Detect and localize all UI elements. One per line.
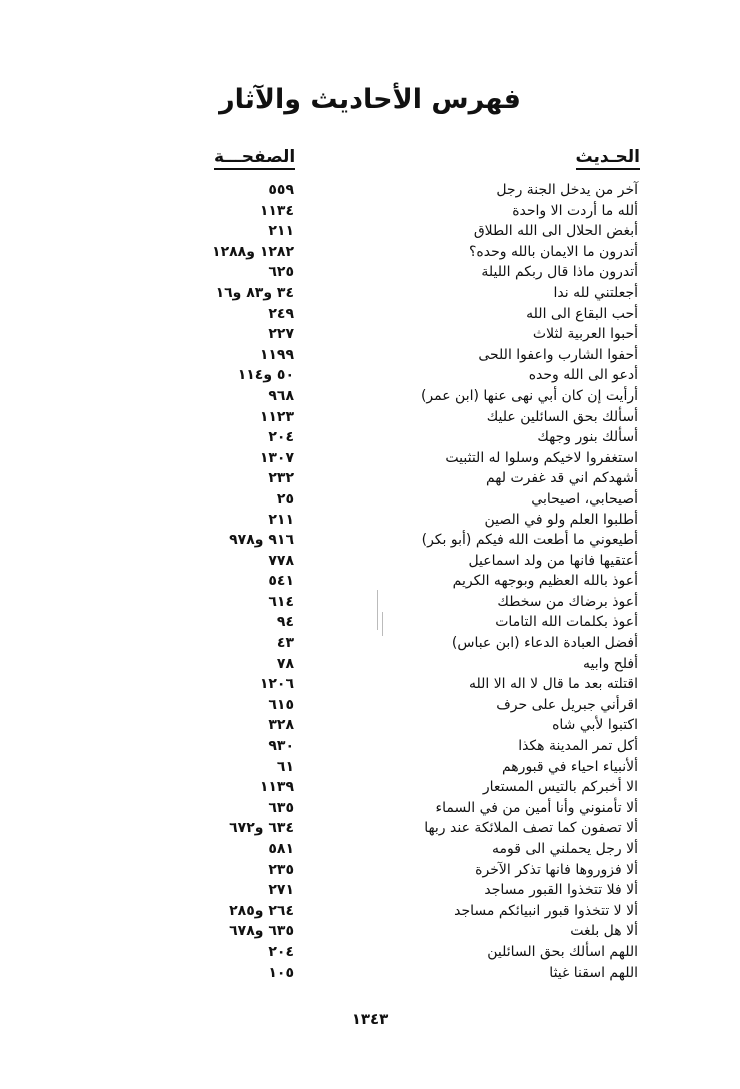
hadith-text: أتدرون ما الايمان بالله وحده؟: [468, 243, 638, 260]
page-reference: ٧٨: [276, 655, 294, 672]
hadith-text: استغفروا لاخيكم وسلوا له التثبيت: [445, 449, 638, 466]
page-reference: ٢٧١: [268, 882, 294, 899]
hadith-text: آخر من يدخل الجنة رجل: [496, 182, 638, 198]
index-list: [0, 180, 740, 983]
page-reference: ٢٠٤: [268, 943, 294, 960]
hadith-text: اقرأني جبريل على حرف: [496, 696, 638, 713]
index-entry: [0, 180, 740, 201]
index-entry: [0, 407, 740, 428]
hadith-text: أكل تمر المدينة هكذا: [518, 738, 638, 755]
hadith-text: أطلبوا العلم ولو في الصين: [484, 511, 638, 528]
index-entry: [0, 901, 740, 922]
page-reference: ٦٣٤ و٦٧٢: [229, 820, 294, 837]
page-reference: ٢٣٥: [268, 861, 294, 878]
hadith-text: أسألك بحق السائلين عليك: [486, 408, 638, 425]
index-entry: [0, 365, 740, 386]
hadith-text: أحبوا العربية لثلاث: [532, 326, 638, 343]
index-entry: [0, 427, 740, 448]
page-reference: ١١٩٩: [259, 346, 294, 363]
hadith-text: أبغض الحلال الى الله الطلاق: [473, 223, 638, 240]
index-entry: [0, 942, 740, 963]
hadith-text: أفضل العبادة الدعاء (ابن عباس): [451, 635, 638, 652]
index-entry: [0, 448, 740, 469]
index-entry: [0, 304, 740, 325]
page-reference: ٢٢٧: [268, 326, 294, 343]
hadith-text: أدعو الى الله وحده: [528, 367, 638, 384]
index-entry: [0, 612, 740, 633]
index-entry: [0, 283, 740, 304]
index-entry: [0, 654, 740, 675]
index-entry: [0, 674, 740, 695]
index-entry: [0, 530, 740, 551]
index-entry: [0, 921, 740, 942]
page-reference: ١٠٥: [268, 964, 294, 981]
hadith-text: اكتبوا لأبي شاه: [552, 717, 638, 734]
hadith-text: أعتقيها فانها من ولد اسماعيل: [468, 552, 638, 569]
index-entry: [0, 860, 740, 881]
column-header-page: الصفحـــة: [214, 147, 295, 170]
page-reference: ٢٦٤ و٢٨٥: [229, 902, 294, 919]
page-reference: ٩٦٨: [268, 387, 294, 404]
index-entry: [0, 695, 740, 716]
hadith-text: ألا تصفون كما تصف الملائكة عند ربها: [424, 820, 638, 837]
index-entry: [0, 386, 740, 407]
index-entry: [0, 592, 740, 613]
index-entry: [0, 633, 740, 654]
page-reference: ٣٤ و٨٣ و١٦: [215, 284, 294, 301]
hadith-text: أشهدكم اني قد غفرت لهم: [485, 470, 638, 487]
page-reference: ٦١٥: [268, 696, 294, 713]
page-reference: ٥٥٩: [268, 182, 294, 198]
page-reference: ٢٠٤: [268, 429, 294, 446]
page-reference: ٥٤١: [268, 573, 294, 590]
page-reference: ٥٨١: [268, 841, 294, 857]
page-reference: ١١٣٤: [259, 202, 294, 219]
hadith-text: أصيحابي، اصيحابي: [531, 490, 638, 507]
hadith-text: أتدرون ماذا قال ربكم الليلة: [481, 264, 638, 281]
index-entry: [0, 839, 740, 860]
index-entry: [0, 510, 740, 531]
page-reference: ١٣٠٧: [259, 449, 294, 466]
page-reference: ٤٣: [276, 635, 294, 652]
page-reference: ٢١١: [268, 223, 294, 240]
hadith-text: أعوذ بكلمات الله التامات: [495, 614, 638, 631]
hadith-text: ألا لا تتخذوا قبور انبيائكم مساجد: [454, 902, 638, 919]
page-reference: ٥٠ و١١٤: [237, 367, 294, 384]
index-entry: [0, 777, 740, 798]
index-entry: [0, 798, 740, 819]
hadith-text: أعوذ بالله العظيم وبوجهه الكريم: [452, 573, 638, 590]
page-title: فهرس الأحاديث والآثار: [219, 84, 521, 115]
hadith-text: الا أخبركم بالتيس المستعار: [482, 779, 638, 796]
page-reference: ٣٢٨: [268, 717, 294, 734]
index-entry: [0, 324, 740, 345]
index-entry: [0, 963, 740, 984]
hadith-text: أعوذ برضاك من سخطك: [497, 593, 638, 610]
hadith-text: أطيعوني ما أطعت الله فيكم (أبو بكر): [421, 532, 638, 549]
hadith-text: أسألك بنور وجهك: [537, 429, 638, 446]
page-reference: ٢٣٢: [268, 470, 294, 487]
hadith-text: أجعلتني لله ندا: [553, 284, 638, 301]
page-number: ١٣٤٣: [351, 1010, 389, 1028]
hadith-text: أفلح وابيه: [583, 655, 638, 672]
page-reference: ٦١٤: [268, 593, 294, 610]
hadith-text: أرأيت إن كان أبي نهى عنها (ابن عمر): [420, 387, 638, 404]
page-reference: ٢٥: [276, 490, 294, 507]
hadith-text: اقتلته بعد ما قال لا اله الا الله: [468, 676, 638, 693]
hadith-text: أحب البقاع الى الله: [526, 305, 638, 322]
index-entry: [0, 880, 740, 901]
page-reference: ٧٧٨: [268, 552, 294, 569]
index-entry: [0, 757, 740, 778]
index-entry: [0, 262, 740, 283]
hadith-text: اللهم اسألك بحق السائلين: [487, 943, 638, 960]
page-reference: ٢١١: [268, 511, 294, 528]
page-reference: ١١٣٩: [259, 779, 294, 796]
hadith-text: أحفوا الشارب واعفوا اللحى: [478, 346, 638, 363]
index-entry: [0, 551, 740, 572]
hadith-text: اللهم اسقنا غيثا: [549, 964, 638, 981]
hadith-text: ألا فلا تتخذوا القبور مساجد: [484, 882, 638, 899]
margin-mark: [377, 590, 378, 630]
hadith-text: ألا تأمنوني وأنا أمين من في السماء: [435, 799, 638, 816]
hadith-text: ألا فزوروها فانها تذكر الآخرة: [475, 861, 638, 878]
page-reference: ٦٣٥: [268, 799, 294, 816]
index-entry: [0, 345, 740, 366]
margin-mark: [382, 612, 383, 636]
hadith-text: ألا هل بلغت: [570, 923, 638, 940]
page-reference: ١١٢٣: [259, 408, 294, 425]
page-reference: ١٢٠٦: [259, 676, 294, 693]
index-entry: [0, 736, 740, 757]
index-entry: [0, 715, 740, 736]
index-entry: [0, 489, 740, 510]
page-reference: ٩٤: [276, 614, 294, 631]
hadith-text: ألأنبياء احياء في قبورهم: [501, 758, 638, 775]
hadith-text: ألا رجل يحملني الى قومه: [491, 841, 638, 857]
column-header-hadith: الحـديث: [576, 147, 640, 170]
page-reference: ٦٣٥ و٦٧٨: [229, 923, 294, 940]
index-entry: [0, 242, 740, 263]
index-entry: [0, 468, 740, 489]
page-reference: ٩٣٠: [268, 738, 294, 755]
page-reference: ١٢٨٢ و١٢٨٨: [212, 243, 294, 260]
hadith-text: ألله ما أردت الا واحدة: [512, 202, 638, 219]
index-entry: [0, 201, 740, 222]
page-reference: ٦٢٥: [268, 264, 294, 281]
page-reference: ٦١: [276, 758, 294, 775]
index-entry: [0, 818, 740, 839]
index-entry: [0, 571, 740, 592]
index-entry: [0, 221, 740, 242]
page-reference: ٩١٦ و٩٧٨: [229, 532, 294, 549]
page-reference: ٢٤٩: [268, 305, 294, 322]
